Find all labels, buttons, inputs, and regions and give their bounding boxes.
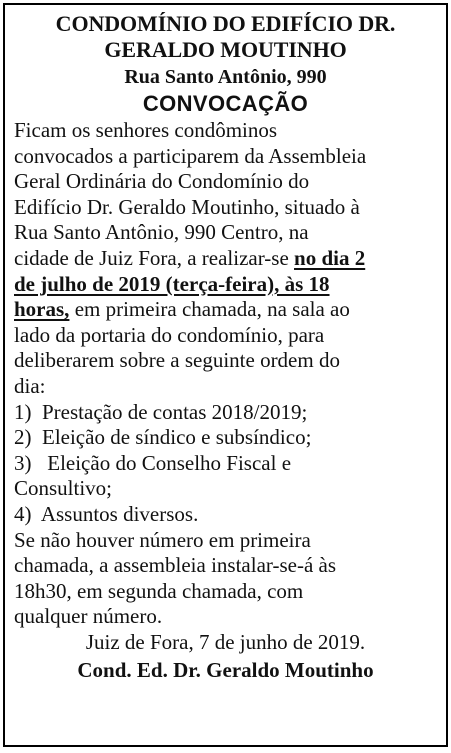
condominium-name-line-2: GERALDO MOUTINHO: [104, 37, 347, 62]
body-line: Geral Ordinária do Condomínio do: [14, 169, 310, 194]
body-line: dia:: [14, 373, 46, 398]
agenda-item: 2) Eleição de síndico e subsíndico;: [14, 425, 312, 450]
condominium-name-line-1: CONDOMÍNIO DO EDIFÍCIO DR.: [55, 11, 396, 36]
body-line: [14, 246, 437, 272]
body-line: convocados a participarem da Assembleia: [14, 143, 367, 168]
body-line: Ficam os senhores condôminos: [14, 118, 278, 142]
agenda-item-continued: Consultivo;: [14, 476, 113, 501]
body-text: em primeira chamada, na sala ao: [69, 297, 350, 322]
body-line: deliberarem sobre a seguinte ordem do: [14, 348, 340, 373]
condominium-name: [14, 11, 437, 63]
meeting-date-start: no dia 2: [294, 245, 366, 270]
closing-line: chamada, a assembleia instalar-se-á às: [14, 553, 337, 578]
meeting-date-end: horas,: [14, 297, 70, 322]
signature: Cond. Ed. Dr. Geraldo Moutinho: [77, 658, 374, 683]
body-line: Rua Santo Antônio, 990 Centro, na: [14, 220, 309, 245]
body-line: Edifício Dr. Geraldo Moutinho, situado à: [14, 194, 360, 219]
body-line: lado da portaria do condomínio, para: [14, 322, 325, 347]
body-line: [14, 272, 437, 298]
body-line: [14, 297, 437, 323]
condominium-address: Rua Santo Antônio, 990: [124, 66, 327, 88]
closing-line: 18h30, em segunda chamada, com: [14, 578, 304, 603]
meeting-date-middle: de julho de 2019 (terça-feira), às 18: [14, 271, 330, 296]
convocation-notice: [3, 3, 448, 747]
notice-body: [14, 118, 437, 630]
closing-line: Se não houver número em primeira: [14, 527, 311, 552]
closing-line: qualquer número.: [14, 604, 163, 629]
notice-heading: CONVOCAÇÃO: [142, 91, 309, 116]
agenda-item: 4) Assuntos diversos.: [14, 501, 199, 526]
body-text: cidade de Juiz Fora, a realizar-se: [14, 245, 295, 270]
place-and-date: Juiz de Fora, 7 de junho de 2019.: [85, 629, 366, 654]
agenda-item: 3) Eleição do Conselho Fiscal e: [14, 450, 292, 475]
agenda-item: 1) Prestação de contas 2018/2019;: [14, 399, 308, 424]
